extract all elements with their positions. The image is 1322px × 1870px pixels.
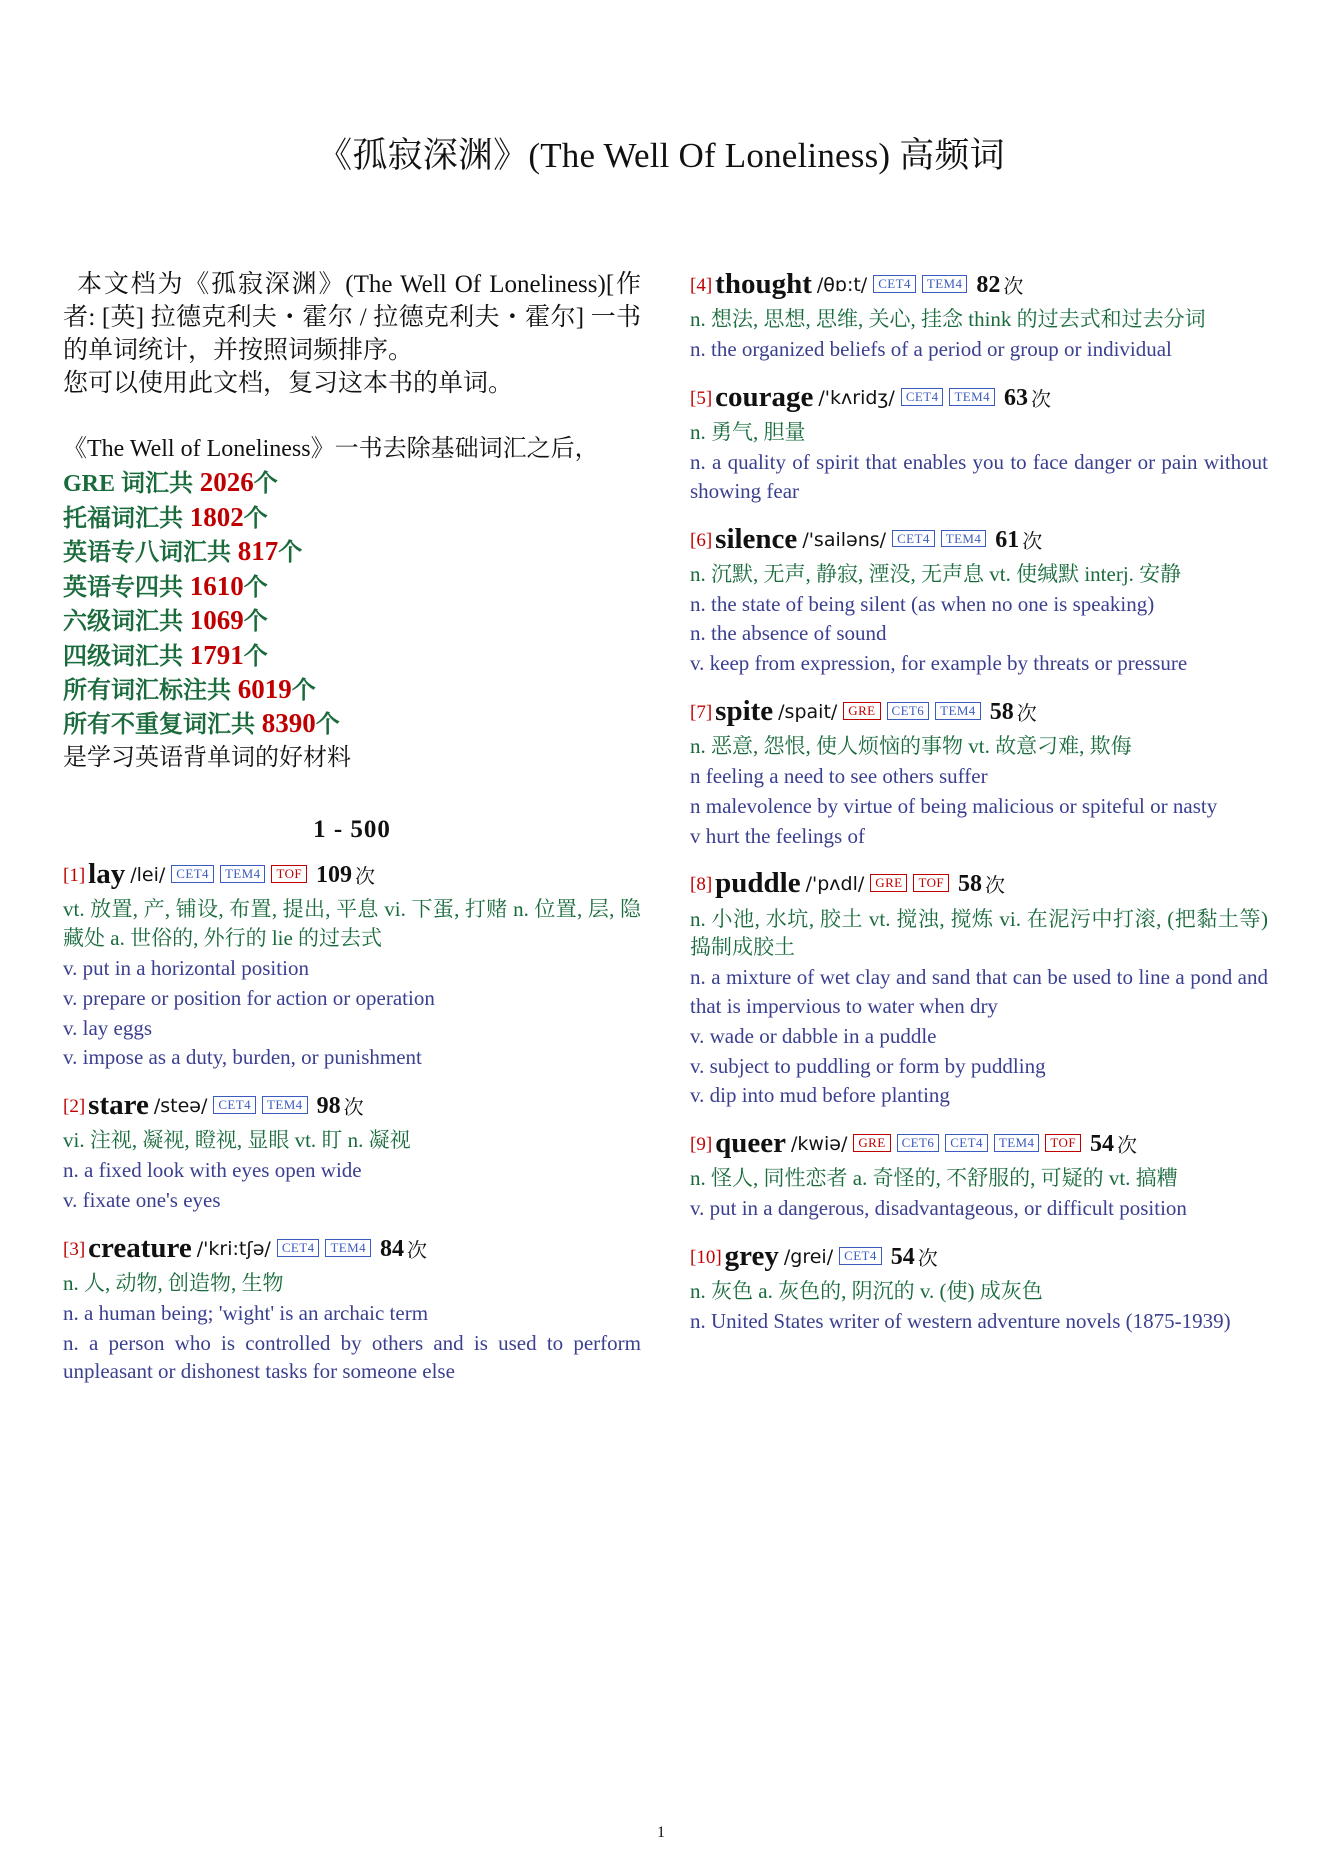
definition-chinese: n. 灰色 a. 灰色的, 阴沉的 v. (使) 成灰色 [690, 1279, 1043, 1304]
entry-word[interactable]: stare [88, 1089, 149, 1122]
stat-row [63, 638, 641, 672]
stat-label: 英语专四共 [63, 574, 183, 601]
entry-phonetic: /kwiə/ [791, 1133, 848, 1156]
dictionary-entry [690, 268, 1268, 364]
entry-index: [2] [63, 1096, 86, 1118]
stat-label: 托福词汇共 [63, 505, 183, 532]
entry-index: [4] [690, 275, 713, 296]
stat-unit: 个 [243, 574, 268, 601]
dictionary-entry [690, 867, 1268, 1110]
dictionary-entry [690, 1127, 1268, 1223]
exam-tag-badge: CET4 [901, 388, 944, 406]
entry-word[interactable]: queer [715, 1127, 787, 1160]
left-column [63, 268, 641, 1403]
entry-frequency-unit: 次 [1016, 702, 1037, 725]
definition-english: n. the state of being silent (as when no one is speaking) [690, 591, 1155, 616]
stat-number: 1610 [183, 570, 244, 601]
stat-label: 英语专八词汇共 [63, 540, 231, 567]
entry-index: [6] [690, 529, 713, 551]
exam-tag-badge: TOF [1045, 1134, 1081, 1152]
exam-tag-badge: TEM4 [220, 865, 266, 883]
stat-label: GRE 词汇共 [63, 471, 194, 498]
right-column [690, 268, 1268, 1353]
entry-list-left [63, 858, 641, 1386]
entry-frequency-unit: 次 [1116, 1135, 1137, 1158]
stat-number: 1069 [183, 605, 244, 636]
stat-number: 817 [231, 536, 279, 567]
entry-index: [10] [690, 1246, 722, 1268]
stats-block [63, 434, 641, 774]
exam-tag-badge: CET4 [945, 1134, 988, 1152]
dictionary-entry [690, 381, 1268, 506]
definition-english: n. a quality of spirit that enables you to face danger or pain without showing fear [690, 449, 1268, 503]
definition-english: n. a fixed look with eyes open wide [63, 1158, 362, 1183]
entry-word[interactable]: lay [88, 858, 126, 891]
entry-frequency-unit: 次 [1003, 276, 1024, 298]
entry-phonetic: /grei/ [783, 1245, 834, 1268]
stat-number: 1802 [183, 501, 244, 532]
exam-tag-badge: TEM4 [994, 1134, 1040, 1152]
stat-number: 2026 [193, 467, 254, 498]
definition-english: n. the absence of sound [690, 621, 887, 646]
entry-word[interactable]: spite [715, 694, 774, 727]
entry-header [690, 1127, 1268, 1160]
entry-index: [9] [690, 1134, 713, 1156]
entry-phonetic: /spait/ [778, 700, 838, 723]
page-number: 1 [657, 1824, 665, 1841]
definition-chinese: n. 恶意, 怨恨, 使人烦恼的事物 vt. 故意刁难, 欺侮 [690, 734, 1132, 759]
exam-tag-badge: TEM4 [941, 530, 987, 548]
range-heading: 1 - 500 [313, 816, 391, 844]
exam-tag-badge: CET4 [213, 1096, 256, 1114]
stats-intro: 《The Well of Loneliness》一书去除基础词汇之后， [63, 436, 599, 462]
definition-chinese: n. 沉默, 无声, 静寂, 湮没, 无声息 vt. 使缄默 interj. 安静 [690, 561, 1182, 586]
definition-chinese: n. 怪人, 同性恋者 a. 奇怪的, 不舒服的, 可疑的 vt. 搞糟 [690, 1166, 1178, 1191]
definition-english: v. prepare or position for action or operation [63, 985, 435, 1010]
entry-frequency-unit: 次 [1031, 388, 1052, 411]
definition-english: v. put in a dangerous, disadvantageous, or difficult position [690, 1196, 1187, 1221]
entry-word[interactable]: creature [88, 1231, 192, 1264]
stat-row [63, 465, 641, 499]
entry-word[interactable]: grey [724, 1239, 779, 1272]
definition-english: n malevolence by virtue of being malicious or spiteful or nasty [690, 793, 1218, 818]
stat-unit: 个 [291, 678, 316, 704]
stat-label: 四级词汇共 [63, 643, 183, 670]
entry-frequency-count: 109 [316, 862, 353, 889]
stat-row [63, 500, 641, 534]
entry-frequency-count: 61 [995, 526, 1020, 553]
entry-phonetic: /steə/ [153, 1095, 208, 1118]
definition-english: n. a mixture of wet clay and sand that can be used to line a pond and that is impervious to water when dry [690, 965, 1268, 1018]
stat-label: 所有不重复词汇共 [63, 712, 255, 739]
dictionary-entry [690, 695, 1268, 850]
entry-index: [5] [690, 387, 713, 409]
entry-word[interactable]: silence [715, 522, 798, 555]
entry-header [690, 268, 1268, 301]
entry-phonetic: /lei/ [130, 864, 166, 887]
definition-chinese: vi. 注视, 凝视, 瞪视, 显眼 vt. 盯 n. 凝视 [63, 1128, 411, 1153]
entry-frequency-count: 84 [380, 1235, 405, 1262]
stat-number: 1791 [183, 639, 244, 670]
exam-tag-badge: CET4 [839, 1247, 882, 1265]
entry-phonetic: /'pʌdl/ [805, 873, 865, 896]
entry-frequency-count: 98 [316, 1093, 341, 1120]
entry-frequency-unit: 次 [343, 1097, 364, 1120]
stat-label: 六级词汇共 [63, 609, 183, 636]
entry-frequency-count: 82 [976, 272, 1001, 298]
entry-frequency-unit: 次 [985, 875, 1006, 898]
dictionary-entry [690, 523, 1268, 678]
exam-tag-badge: GRE [843, 702, 880, 720]
definition-english: v. impose as a duty, burden, or punishment [63, 1045, 422, 1070]
entry-word[interactable]: thought [715, 268, 812, 300]
intro-line2: 您可以使用此文档，复习这本书的单词。 [63, 370, 514, 397]
entry-word[interactable]: puddle [715, 867, 801, 900]
entry-header [690, 1240, 1268, 1273]
entry-frequency-unit: 次 [917, 1247, 938, 1270]
stat-unit: 个 [243, 505, 268, 532]
exam-tag-badge: CET6 [887, 702, 930, 720]
entry-header [63, 1232, 641, 1265]
entry-word[interactable]: courage [715, 380, 814, 413]
exam-tag-badge: CET6 [897, 1134, 940, 1152]
stat-unit: 个 [278, 540, 303, 567]
page-title: 《孤寂深渊》(The Well Of Loneliness) 高频词 [317, 136, 1005, 175]
entry-frequency-unit: 次 [355, 866, 376, 889]
definition-english: n. the organized beliefs of a period or group or individual [690, 337, 1172, 362]
entry-header [690, 695, 1268, 728]
stat-row [63, 569, 641, 603]
entry-frequency-count: 54 [890, 1243, 915, 1270]
entry-phonetic: /θɒ:t/ [816, 274, 868, 296]
exam-tag-badge: TEM4 [949, 388, 995, 406]
definition-english: v. put in a horizontal position [63, 956, 309, 980]
stat-unit: 个 [243, 643, 268, 670]
definition-english: v. wade or dabble in a puddle [690, 1023, 937, 1048]
exam-tag-badge: CET4 [171, 865, 214, 883]
dictionary-entry [63, 1232, 641, 1386]
definition-english: v. keep from expression, for example by threats or pressure [690, 651, 1188, 676]
definition-english: v. fixate one's eyes [63, 1187, 221, 1212]
definition-chinese: n. 勇气, 胆量 [690, 420, 806, 445]
stat-number: 8390 [255, 708, 316, 739]
entry-header [690, 867, 1268, 900]
stat-label: 所有词汇标注共 [63, 678, 231, 704]
stat-row [63, 603, 641, 637]
entry-index: [3] [63, 1238, 86, 1260]
exam-tag-badge: TEM4 [935, 702, 981, 720]
dictionary-entry [63, 858, 641, 1072]
definition-english: n. United States writer of western adventure novels (1875-1939) [690, 1309, 1231, 1334]
exam-tag-badge: TOF [913, 874, 949, 892]
entry-frequency-count: 58 [989, 698, 1014, 725]
exam-tag-badge: CET4 [892, 530, 935, 548]
stat-row [63, 534, 641, 568]
stat-row [63, 706, 641, 740]
entry-frequency-count: 63 [1004, 384, 1029, 411]
definition-english: v hurt the feelings of [690, 823, 865, 848]
entry-list-right [690, 268, 1268, 1336]
entry-header [690, 523, 1268, 556]
stat-row [63, 672, 641, 706]
definition-chinese: n. 人, 动物, 创造物, 生物 [63, 1271, 284, 1296]
definition-english: v. lay eggs [63, 1015, 153, 1040]
dictionary-entry [690, 1240, 1268, 1336]
exam-tag-badge: GRE [853, 1134, 890, 1152]
entry-phonetic: /'sailəns/ [802, 528, 887, 551]
definition-english: v. subject to puddling or form by puddling [690, 1053, 1046, 1078]
entry-frequency-count: 58 [958, 871, 983, 898]
entry-phonetic: /'kʌridʒ/ [818, 386, 895, 409]
entry-frequency-count: 54 [1089, 1131, 1114, 1158]
exam-tag-badge: TEM4 [325, 1239, 371, 1257]
definition-chinese: n. 小池, 水坑, 胶土 vt. 搅浊, 搅炼 vi. 在泥污中打滚, (把黏土等) 捣制成胶土 [690, 906, 1268, 960]
definition-english: v. dip into mud before planting [690, 1083, 950, 1108]
exam-tag-badge: TEM4 [922, 275, 968, 293]
stats-rows [63, 465, 641, 741]
stat-unit: 个 [253, 471, 278, 498]
entry-frequency-unit: 次 [1022, 530, 1043, 553]
stats-closing: 是学习英语背单词的好材料 [63, 744, 351, 771]
entry-frequency-unit: 次 [407, 1239, 428, 1262]
stat-number: 6019 [231, 674, 292, 704]
entry-index: [1] [63, 865, 86, 887]
two-column-body [0, 268, 1322, 1808]
stat-unit: 个 [315, 712, 340, 739]
entry-index: [8] [690, 874, 713, 896]
definition-english: n feeling a need to see others suffer [690, 764, 988, 789]
dictionary-entry [63, 1089, 641, 1215]
entry-header [63, 858, 641, 891]
definition-chinese: n. 想法, 思想, 思维, 关心, 挂念 think 的过去式和过去分词 [690, 307, 1206, 332]
entry-header [63, 1089, 641, 1122]
exam-tag-badge: GRE [870, 874, 907, 892]
definition-english: n. a human being; 'wight' is an archaic term [63, 1300, 429, 1325]
exam-tag-badge: CET4 [873, 275, 916, 293]
stat-unit: 个 [243, 609, 268, 636]
entry-header [690, 381, 1268, 414]
definition-chinese: vt. 放置, 产, 铺设, 布置, 提出, 平息 vi. 下蛋, 打赌 n. 位置, 层, 隐藏处 a. 世俗的, 外行的 lie 的过去式 [63, 897, 641, 951]
exam-tag-badge: CET4 [277, 1239, 320, 1257]
exam-tag-badge: TEM4 [262, 1096, 308, 1114]
intro-lead: 本文档为《孤寂深渊》(The Well Of Loneliness)[作者: [英] 拉德克利夫・霍尔 / 拉德克利夫・霍尔] 一书的单词统计，并按照词频排序。 [63, 271, 641, 364]
intro-block [63, 268, 641, 400]
entry-phonetic: /'kri:tʃə/ [196, 1237, 271, 1260]
definition-english: n. a person who is controlled by others and is used to perform unpleasant or dishonest tasks for someone else [63, 1330, 641, 1384]
exam-tag-badge: TOF [271, 865, 307, 883]
entry-index: [7] [690, 701, 713, 723]
